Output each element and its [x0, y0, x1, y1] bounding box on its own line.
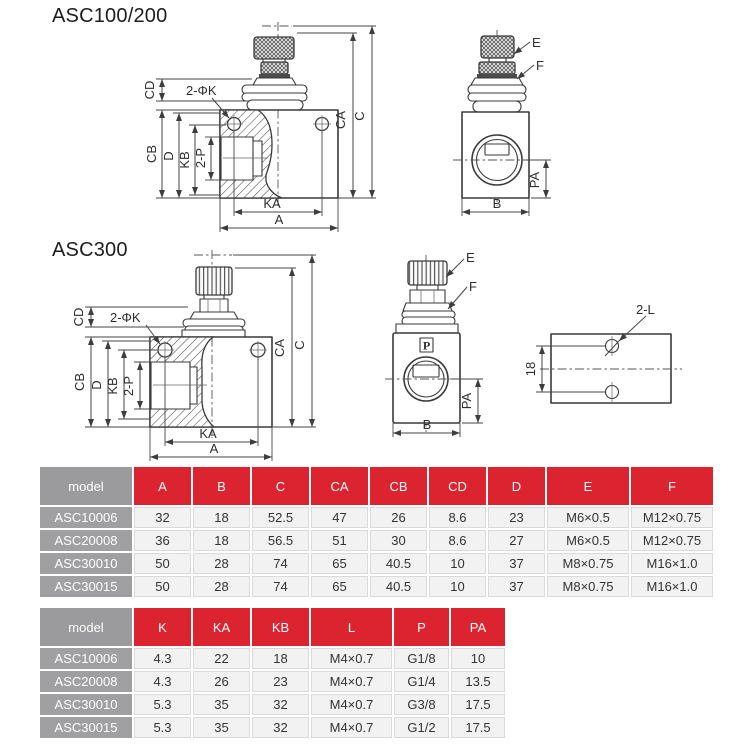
- row-model-cell: ASC30015: [40, 717, 132, 738]
- section-title-asc100-200: ASC100/200: [52, 5, 168, 27]
- value-cell: M16×1.0: [631, 553, 713, 574]
- row-model-cell: ASC20008: [40, 671, 132, 692]
- value-cell: G3/8: [394, 694, 449, 715]
- dim-label-b: B: [492, 196, 502, 211]
- value-cell: 65: [311, 576, 368, 597]
- column-header: E: [547, 467, 629, 505]
- dim-label-kb: KB: [105, 377, 120, 395]
- column-header: KB: [252, 608, 309, 646]
- value-cell: G1/2: [394, 717, 449, 738]
- value-cell: M4×0.7: [311, 671, 392, 692]
- value-cell: 51: [311, 530, 368, 551]
- value-cell: 65: [311, 553, 368, 574]
- dim-label-b: B: [422, 417, 432, 432]
- value-cell: 30: [370, 530, 427, 551]
- dim-label-c: C: [352, 111, 367, 121]
- asc300-mounting-view: [523, 302, 682, 403]
- dim-label-2p: 2-P: [121, 375, 136, 397]
- adjust-knob: [396, 261, 458, 333]
- mounting-hole: [313, 115, 331, 133]
- table-row: [40, 717, 505, 738]
- value-cell: 56.5: [252, 530, 309, 551]
- value-cell: 26: [193, 671, 250, 692]
- row-model-cell: ASC30010: [40, 694, 132, 715]
- table-row: [40, 530, 713, 551]
- value-cell: 26: [370, 507, 427, 528]
- value-cell: 4.3: [134, 648, 191, 669]
- value-cell: 18: [193, 507, 250, 528]
- column-header: B: [193, 467, 250, 505]
- dim-label-pa: PA: [527, 171, 542, 189]
- column-header-model: model: [40, 608, 132, 646]
- dim-label-a: A: [274, 212, 284, 227]
- adjust-knob: [242, 37, 307, 110]
- table-row: [40, 694, 505, 715]
- value-cell: 5.3: [134, 694, 191, 715]
- row-model-cell: ASC10006: [40, 507, 132, 528]
- table-row: [40, 553, 713, 574]
- asc300-side-view: [385, 250, 483, 437]
- dim-label-ka: KA: [263, 196, 281, 211]
- dim-label-a: A: [209, 441, 219, 456]
- dim-label-e: E: [466, 250, 475, 265]
- value-cell: 40.5: [370, 576, 427, 597]
- value-cell: 8.6: [429, 530, 486, 551]
- value-cell: M4×0.7: [311, 648, 392, 669]
- dim-label-e: E: [532, 35, 541, 50]
- value-cell: 32: [252, 694, 309, 715]
- dim-label-kb: KB: [177, 151, 192, 169]
- dim-label-2phik: 2-ΦK: [186, 83, 217, 98]
- dim-label-18: 18: [523, 361, 538, 377]
- asc100-front-view: [142, 22, 376, 232]
- dim-label-cb: CB: [144, 144, 159, 164]
- value-cell: 4.3: [134, 671, 191, 692]
- column-header: CD: [429, 467, 486, 505]
- port-section: [221, 137, 262, 180]
- value-cell: 28: [193, 576, 250, 597]
- mounting-hole: [249, 341, 267, 359]
- adjust-knob: [182, 267, 245, 337]
- column-header: D: [488, 467, 545, 505]
- dimensions-table-abcdef: [38, 465, 715, 599]
- dimensions-table-klppa: [38, 606, 507, 740]
- value-cell: 10: [429, 553, 486, 574]
- value-cell: 10: [429, 576, 486, 597]
- value-cell: 32: [252, 717, 309, 738]
- value-cell: M12×0.75: [631, 530, 713, 551]
- value-cell: 50: [134, 576, 191, 597]
- table-row: [40, 507, 713, 528]
- adjust-knob: [468, 36, 526, 112]
- port-letter: P: [422, 338, 431, 353]
- value-cell: 22: [193, 648, 250, 669]
- dim-label-pa: PA: [459, 392, 474, 410]
- dim-label-c: C: [292, 340, 307, 350]
- column-header: F: [631, 467, 713, 505]
- value-cell: 17.5: [451, 717, 505, 738]
- value-cell: 10: [451, 648, 505, 669]
- value-cell: 28: [193, 553, 250, 574]
- table-row: [40, 576, 713, 597]
- table-row: [40, 648, 505, 669]
- value-cell: 74: [252, 553, 309, 574]
- value-cell: 40.5: [370, 553, 427, 574]
- value-cell: M6×0.5: [547, 507, 629, 528]
- row-model-cell: ASC10006: [40, 648, 132, 669]
- dim-label-cd: CD: [142, 80, 157, 100]
- asc300-front-view: [71, 250, 316, 461]
- value-cell: 32: [134, 507, 191, 528]
- value-cell: M4×0.7: [311, 717, 392, 738]
- value-cell: 23: [488, 507, 545, 528]
- table-row: [40, 671, 505, 692]
- value-cell: M16×1.0: [631, 576, 713, 597]
- value-cell: 18: [193, 530, 250, 551]
- value-cell: 36: [134, 530, 191, 551]
- dim-label-ka: KA: [199, 426, 217, 441]
- value-cell: M4×0.7: [311, 694, 392, 715]
- value-cell: 13.5: [451, 671, 505, 692]
- column-header: A: [134, 467, 191, 505]
- row-model-cell: ASC30010: [40, 553, 132, 574]
- value-cell: G1/4: [394, 671, 449, 692]
- dim-label-ca: CA: [333, 110, 348, 130]
- value-cell: 35: [193, 717, 250, 738]
- row-model-cell: ASC30015: [40, 576, 132, 597]
- row-model-cell: ASC20008: [40, 530, 132, 551]
- value-cell: 74: [252, 576, 309, 597]
- value-cell: 27: [488, 530, 545, 551]
- column-header: PA: [451, 608, 505, 646]
- column-header: L: [311, 608, 392, 646]
- column-header: CA: [311, 467, 368, 505]
- dim-label-d: D: [89, 380, 104, 390]
- value-cell: 23: [252, 671, 309, 692]
- value-cell: 47: [311, 507, 368, 528]
- asc100-side-view: [453, 30, 551, 216]
- value-cell: M12×0.75: [631, 507, 713, 528]
- dim-label-f: F: [536, 58, 544, 73]
- value-cell: 18: [252, 648, 309, 669]
- value-cell: 8.6: [429, 507, 486, 528]
- column-header: P: [394, 608, 449, 646]
- dim-label-cb: CB: [72, 372, 87, 392]
- dim-label-2phik: 2-ΦK: [110, 310, 141, 325]
- value-cell: M6×0.5: [547, 530, 629, 551]
- dim-label-d: D: [161, 151, 176, 161]
- column-header: KA: [193, 608, 250, 646]
- column-header-model: model: [40, 467, 132, 505]
- value-cell: 50: [134, 553, 191, 574]
- dim-label-cd: CD: [71, 307, 86, 327]
- value-cell: 37: [488, 576, 545, 597]
- column-header: CB: [370, 467, 427, 505]
- dim-label-ca: CA: [272, 338, 287, 358]
- value-cell: 52.5: [252, 507, 309, 528]
- column-header: K: [134, 608, 191, 646]
- value-cell: 35: [193, 694, 250, 715]
- value-cell: 37: [488, 553, 545, 574]
- column-header: C: [252, 467, 309, 505]
- value-cell: G1/8: [394, 648, 449, 669]
- value-cell: M8×0.75: [547, 576, 629, 597]
- dim-label-2p: 2-P: [193, 147, 208, 169]
- dim-label-f: F: [469, 279, 477, 294]
- value-cell: 17.5: [451, 694, 505, 715]
- value-cell: 5.3: [134, 717, 191, 738]
- section-title-asc300: ASC300: [52, 239, 128, 261]
- dim-label-2l: 2-L: [636, 302, 655, 317]
- value-cell: M8×0.75: [547, 553, 629, 574]
